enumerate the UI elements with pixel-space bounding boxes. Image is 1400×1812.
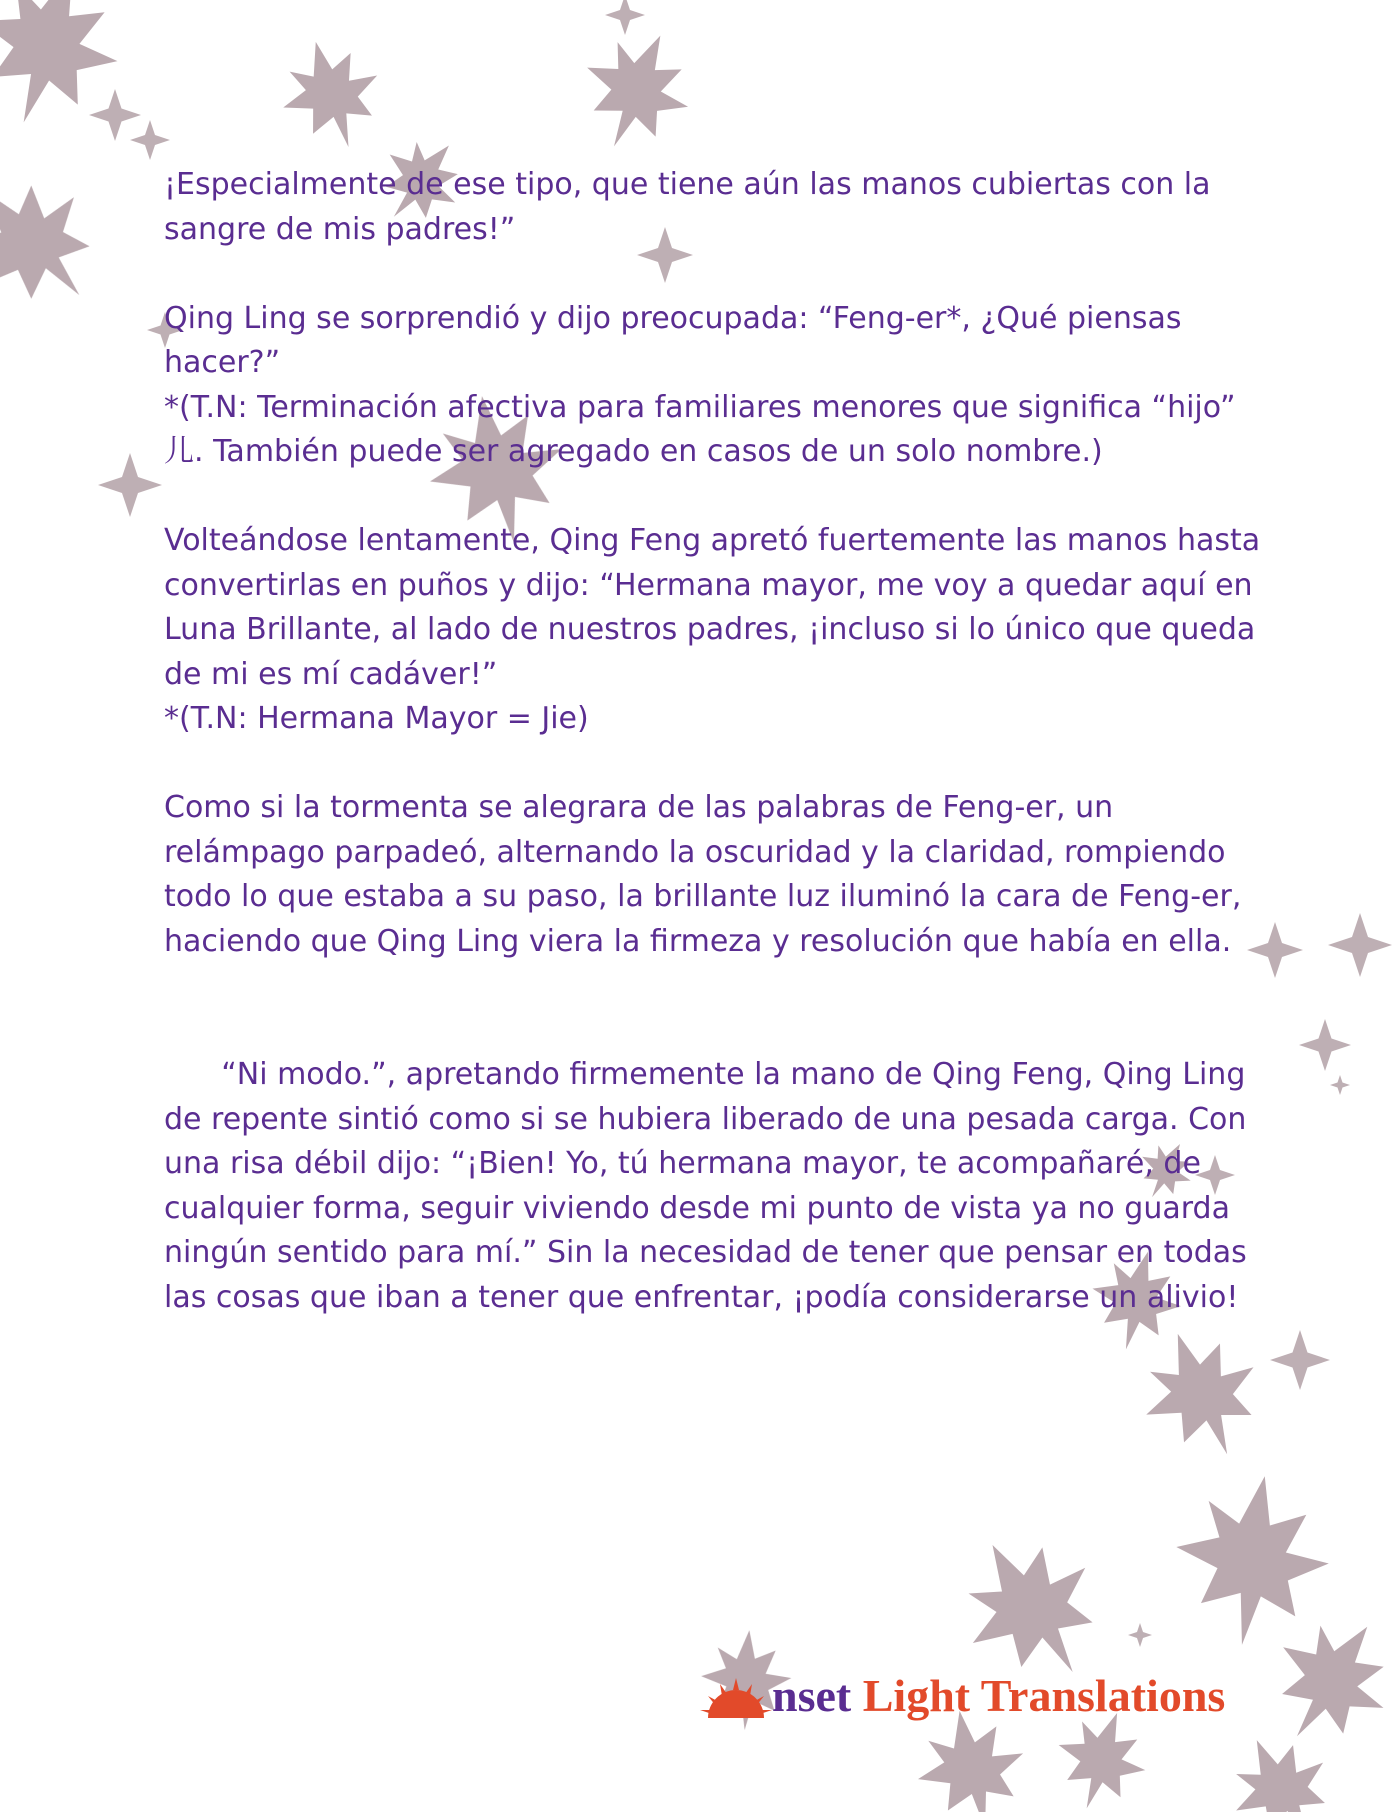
maple-leaf-icon xyxy=(562,13,711,167)
page-body xyxy=(164,163,1274,1365)
star-leaf-icon xyxy=(1128,1623,1152,1647)
paragraph-2 xyxy=(164,297,1274,475)
star-leaf-icon xyxy=(1328,913,1392,977)
paragraph-5 xyxy=(164,1009,1274,1365)
text-line: “Ni modo.”, apretando firmemente la mano de Qing Feng, Qing Ling de repente sintió como si se hubiera liberado de una pesada carga. Con una risa débil dijo: “¡Bien! Yo, tú hermana mayor, te acompañaré, de cualquier forma, seguir viviendo desde mi punto de vista ya no guarda ningún sentido para mí.” Sin la necesidad de tener que pensar en todas las cosas que iban a tener que enfrentar, ¡podía considerarse un alivio! xyxy=(164,1057,1257,1315)
paragraph-3 xyxy=(164,519,1274,742)
star-leaf-icon xyxy=(130,120,170,160)
star-leaf-icon xyxy=(89,89,141,141)
text-line: Como si la tormenta se alegrara de las palabras de Feng-er, un relámpago parpadeó, alternando la oscuridad y la claridad, rompiendo todo lo que estaba a su paso, la brillante luz iluminó la cara de Feng-er, haciendo que Qing Ling viera la firmeza y resolución que había en ella. xyxy=(164,790,1242,959)
text-line: ¡Especialmente de ese tipo, que tiene aún las manos cubiertas con la sangre de mis padres!” xyxy=(164,167,1211,247)
star-leaf-icon xyxy=(98,453,162,517)
translator-note: *(T.N: Hermana Mayor = Jie) xyxy=(164,701,589,736)
sun-logo-icon xyxy=(700,1670,772,1722)
star-leaf-icon xyxy=(1299,1019,1351,1071)
logo-word-1: nset xyxy=(772,1670,852,1721)
logo-word-2: Light Translations xyxy=(862,1670,1226,1721)
paragraph-1 xyxy=(164,163,1274,252)
sunset-light-translations-logo xyxy=(700,1670,1225,1722)
text-line: Qing Ling se sorprendió y dijo preocupada: “Feng-er*, ¿Qué piensas hacer?” xyxy=(164,300,1182,380)
maple-leaf-icon xyxy=(1213,1719,1349,1812)
maple-leaf-icon xyxy=(0,150,124,338)
translator-note: *(T.N: Terminación afectiva para familiares menores que significa “hijo” 儿. También puede ser agregado en casos de un solo nombre.) xyxy=(164,389,1236,469)
maple-leaf-icon xyxy=(269,29,393,161)
star-leaf-icon xyxy=(605,0,645,35)
maple-leaf-icon xyxy=(1246,1594,1400,1768)
star-leaf-icon xyxy=(1330,1075,1350,1095)
star-leaf-icon xyxy=(1270,1330,1330,1390)
text-line: Volteándose lentamente, Qing Feng apretó fuertemente las manos hasta convertirlas en puños y dijo: “Hermana mayor, me voy a quedar aquí en Luna Brillante, al lado de nuestros padres, ¡incluso si lo único que queda de mi es mí cadáver!” xyxy=(164,523,1261,692)
maple-leaf-icon xyxy=(1162,1463,1342,1657)
paragraph-4 xyxy=(164,786,1274,964)
